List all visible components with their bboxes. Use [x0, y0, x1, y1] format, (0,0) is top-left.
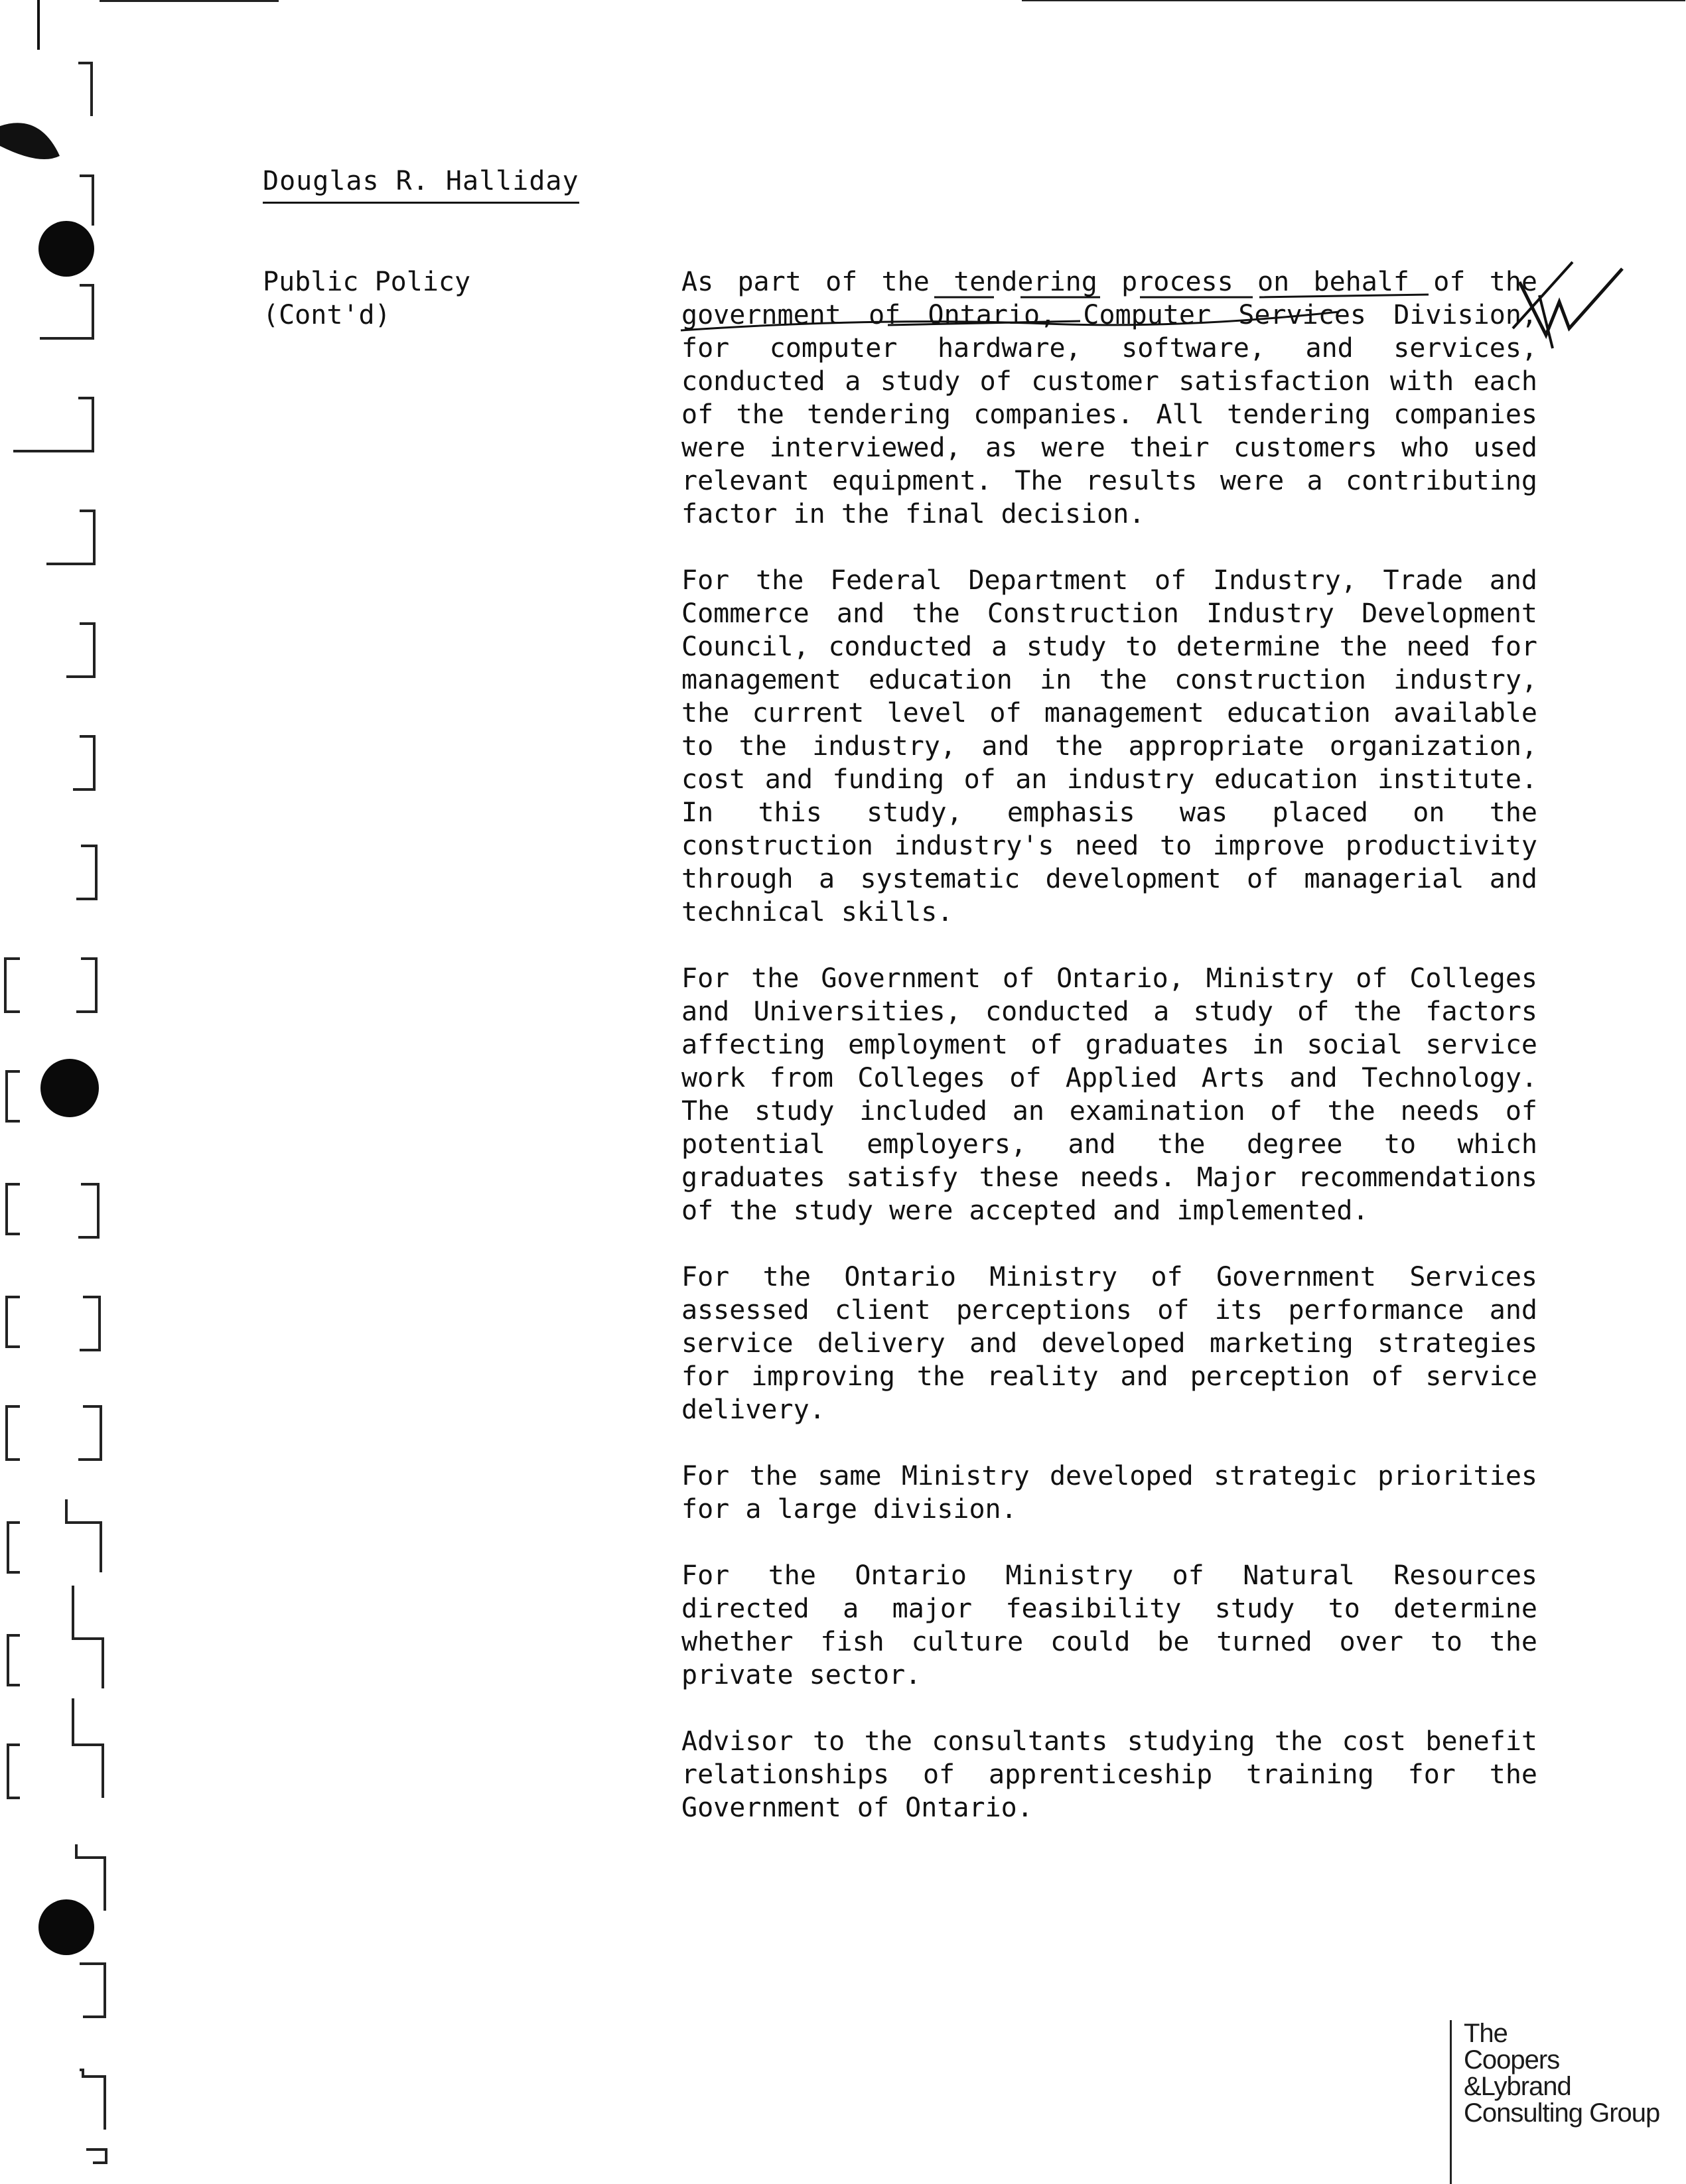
handwritten-initials-mark	[1506, 255, 1626, 355]
paragraph-client-perceptions: For the Ontario Ministry of Government Services assessed client perceptions of its performance and service delivery and developed marketing strategies for improving the reality and perception of service delivery.	[681, 1262, 1537, 1425]
paragraph-graduates-study: For the Government of Ontario, Ministry of Colleges and Universities, conducted a study of the factors affecting employment of graduates in social service work from Colleges of Applied Arts and Technology. The study included an examination of the needs of potential employers, and the degree to which graduates satisfy these needs. Major recommendations of the study were accepted and implemented.	[681, 963, 1537, 1226]
top-rule-left	[100, 0, 279, 2]
coopers-lybrand-logo	[1450, 2020, 1659, 2184]
paragraph-strategic-priorities: For the same Ministry developed strategic priorities for a large division.	[681, 1461, 1537, 1525]
body-text-column	[681, 265, 1537, 1858]
top-rule-right	[1022, 0, 1685, 1]
punch-hole-3	[38, 1899, 94, 1955]
paragraph-apprenticeship: Advisor to the consultants studying the cost benefit relationships of apprenticeship training for the Government of Ontario.	[681, 1726, 1537, 1823]
paragraph-tendering: As part of the tendering process on behalf of the government of Ontario, Computer Services Division, for computer hardware, software, and services, conducted a study of customer satisfaction with each of the tendering companies. All tendering companies were interviewed, as were their customers who used relevant equipment. The results were a contributing factor in the final decision.	[681, 267, 1537, 529]
binder-strip	[0, 0, 126, 2184]
punch-hole-2	[40, 1059, 99, 1117]
logo-line-1: The	[1464, 2020, 1508, 2048]
paragraph-fish-culture: For the Ontario Ministry of Natural Resources directed a major feasibility study to determine whether fish culture could be turned over to the private sector.	[681, 1560, 1537, 1690]
logo-line-3: &Lybrand	[1464, 2072, 1571, 2101]
logo-line-4: Consulting Group	[1464, 2098, 1660, 2128]
binder-smudge	[0, 123, 60, 159]
handwritten-underline-mark	[675, 292, 1432, 332]
section-label: Public Policy (Cont'd)	[263, 267, 471, 330]
paragraph-construction-study: For the Federal Department of Industry, Trade and Commerce and the Construction Industry Development Council, conducted a study to determine the need for management education in the construction industry, the current level of management education available to the industry, and the appropriate organization, cost and funding of an industry education institute. In this study, emphasis was placed on the construction industry's need to improve productivity through a systematic development of managerial and technical skills.	[681, 565, 1537, 927]
logo-line-2: Coopers	[1464, 2045, 1560, 2075]
person-name-heading: Douglas R. Halliday	[263, 166, 579, 204]
punch-hole-1	[38, 221, 94, 277]
